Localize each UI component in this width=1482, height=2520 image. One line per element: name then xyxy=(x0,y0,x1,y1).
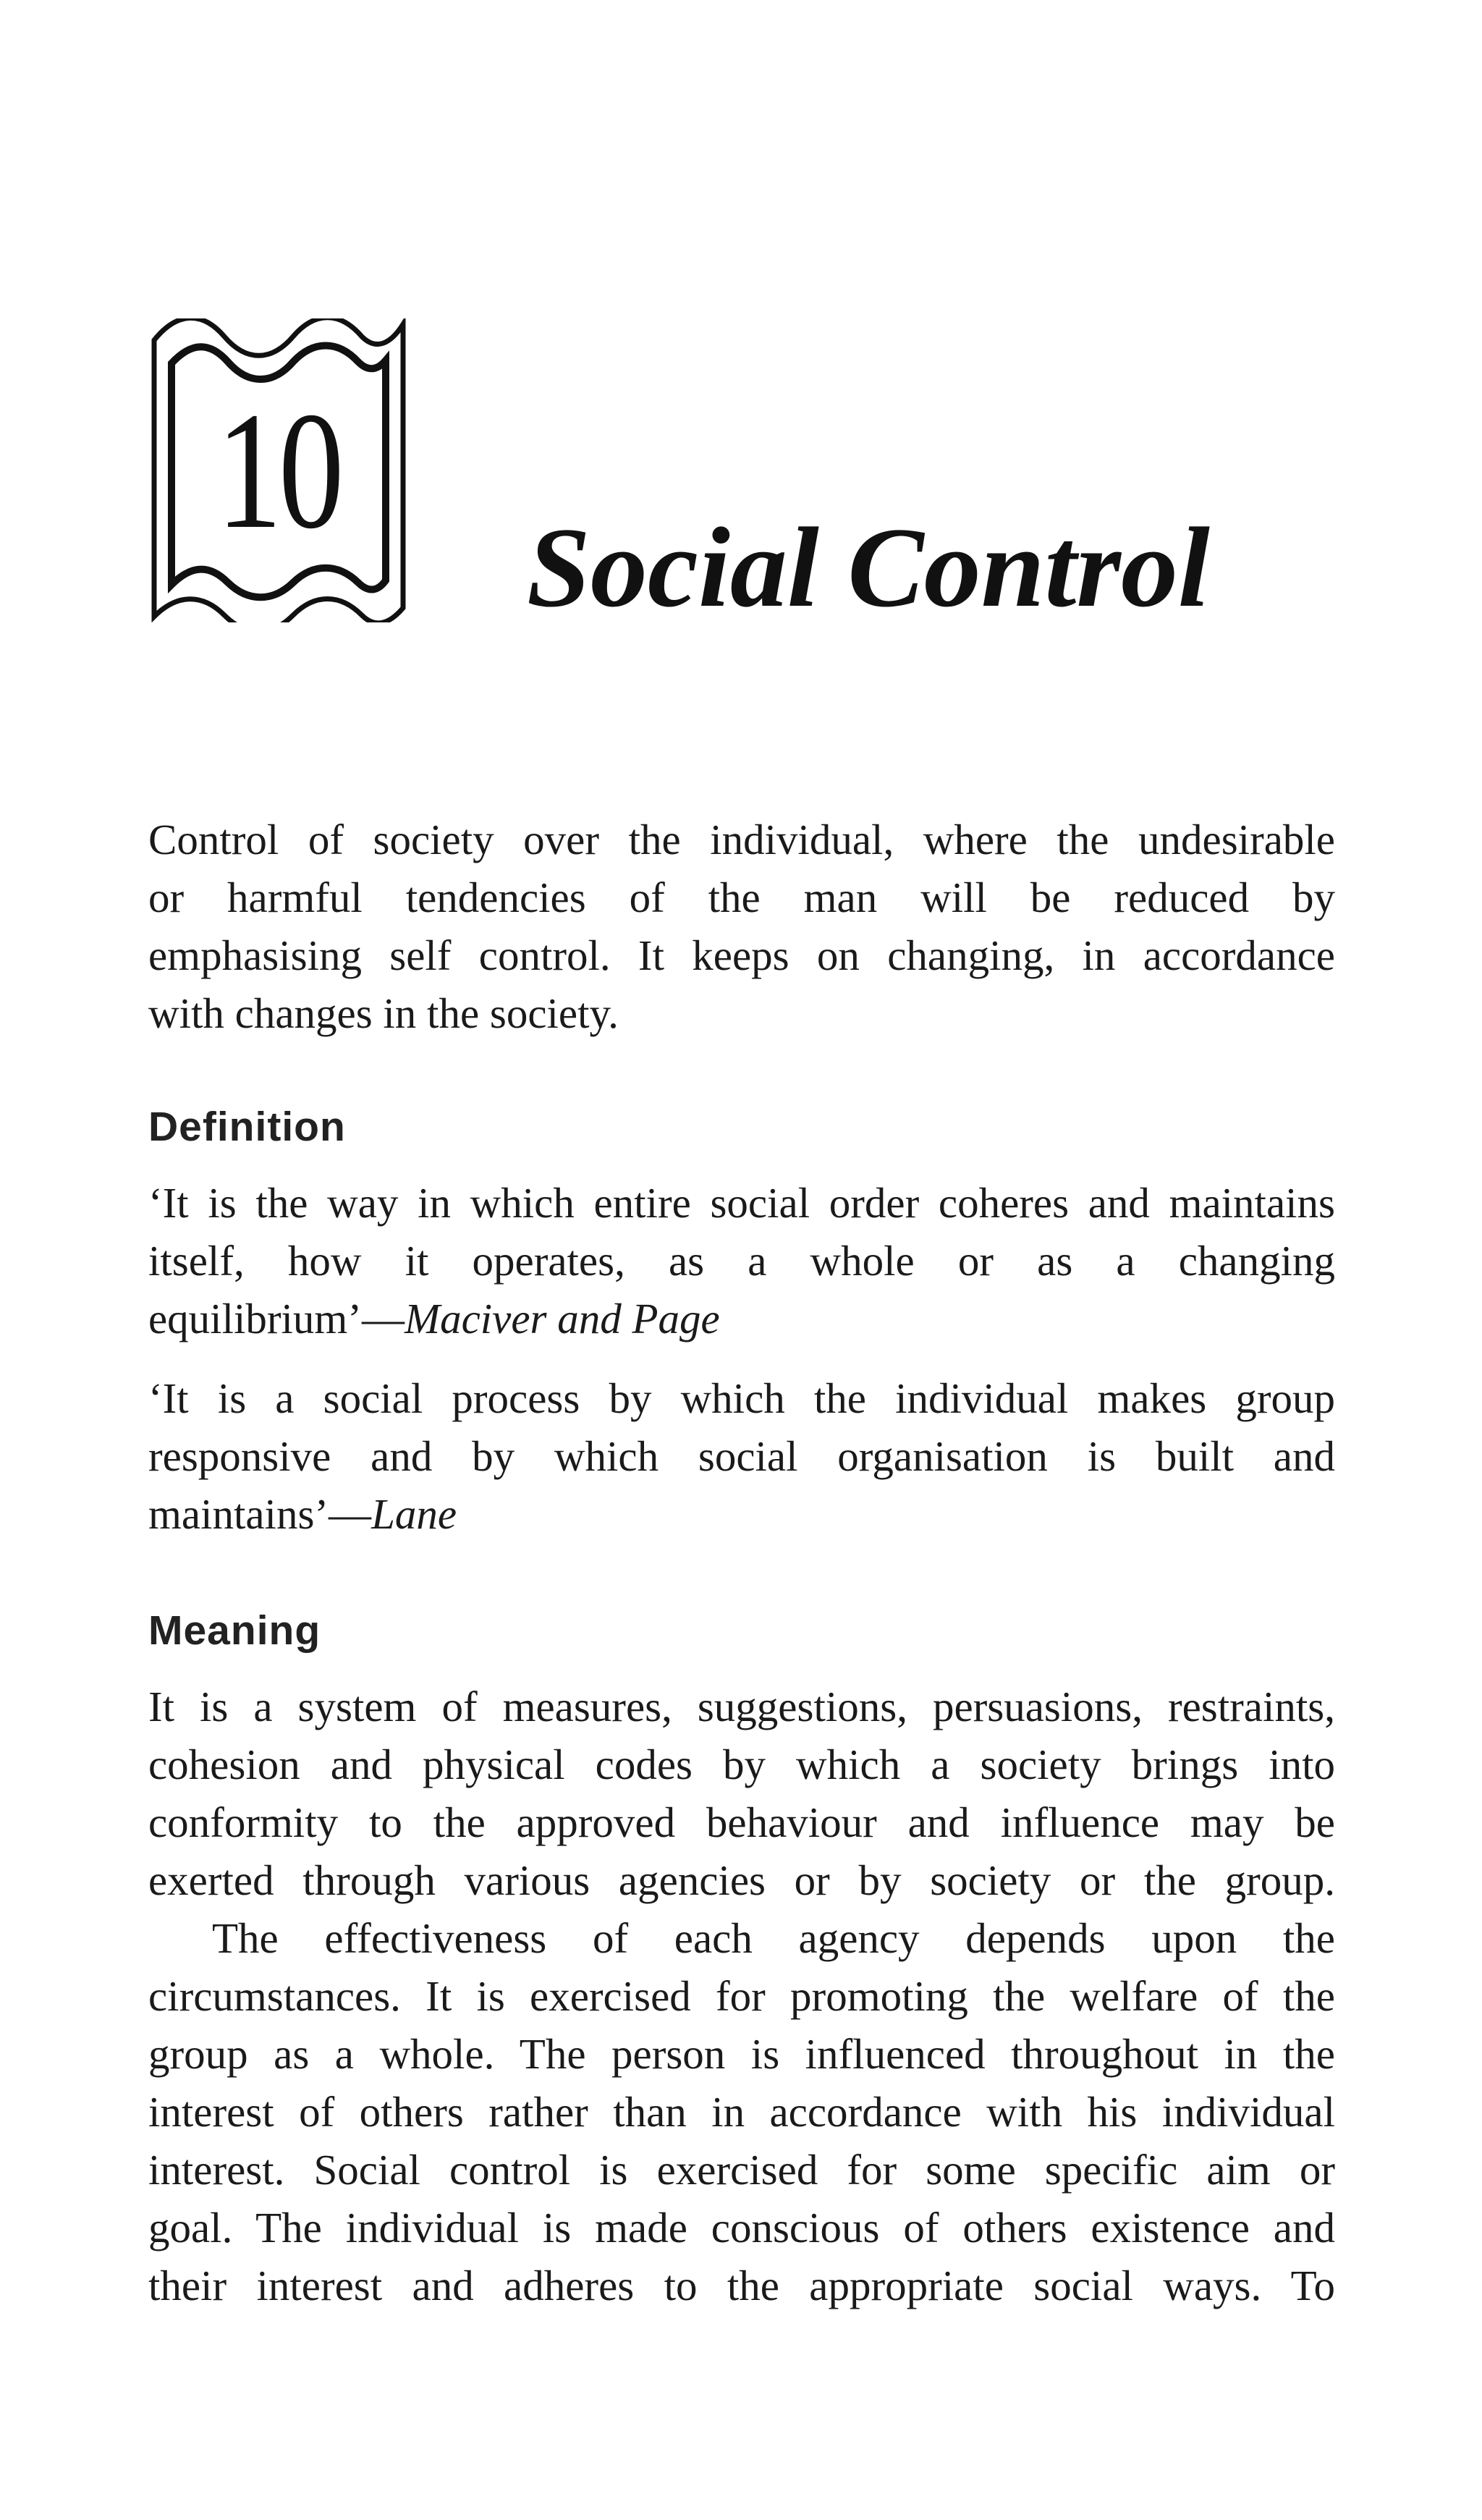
paragraph-line: their interest and adheres to the appropriate social ways. To xyxy=(148,2262,1335,2309)
quote-line: responsive and by which social organisation is built and xyxy=(148,1432,1335,1480)
meaning-paragraph xyxy=(148,1909,1335,2314)
quote-citation: Lane xyxy=(371,1490,457,1538)
paragraph-line: group as a whole. The person is influenced throughout in the xyxy=(148,2030,1335,2078)
quote-text: maintains’— xyxy=(148,1490,372,1538)
meaning-heading: Meaning xyxy=(148,1607,321,1654)
quote-line: ‘It is the way in which entire social order coheres and maintains xyxy=(148,1179,1335,1227)
quote-line-last xyxy=(148,1485,1335,1543)
intro-paragraph xyxy=(148,811,1335,1042)
definition-quote xyxy=(148,1369,1335,1543)
paragraph-line: interest of others rather than in accordance with his individual xyxy=(148,2088,1335,2136)
paragraph-line: circumstances. It is exercised for promoting the welfare of the xyxy=(148,1972,1335,2020)
paragraph-line: conformity to the approved behaviour and influence may be xyxy=(148,1798,1335,1846)
paragraph-line: The effectiveness of each agency depends upon the xyxy=(212,1914,1335,1962)
definition-heading: Definition xyxy=(148,1104,346,1150)
chapter-number: 10 xyxy=(216,378,341,564)
quote-text: equilibrium’— xyxy=(148,1295,405,1343)
meaning-paragraph xyxy=(148,1678,1335,1909)
paragraph-line: cohesion and physical codes by which a society brings into xyxy=(148,1741,1335,1788)
paragraph-line: exerted through various agencies or by society or the group. xyxy=(148,1856,1335,1904)
quote-line-last xyxy=(148,1290,1335,1348)
intro-line: emphasising self control. It keeps on changing, in accordance xyxy=(148,931,1335,979)
paragraph-line: interest. Social control is exercised for some specific aim or xyxy=(148,2146,1335,2194)
chapter-number-badge xyxy=(148,318,409,622)
intro-line: or harmful tendencies of the man will be reduced by xyxy=(148,874,1335,921)
quote-line: ‘It is a social process by which the individual makes group xyxy=(148,1374,1335,1422)
chapter-title: Social Control xyxy=(527,504,1210,631)
quote-line: itself, how it operates, as a whole or as a changing xyxy=(148,1237,1335,1285)
paragraph-line: goal. The individual is made conscious of others existence and xyxy=(148,2204,1335,2251)
definition-quote xyxy=(148,1174,1335,1348)
intro-line: with changes in the society. xyxy=(148,989,619,1037)
intro-line: Control of society over the individual, where the undesirable xyxy=(148,816,1335,863)
paragraph-line: It is a system of measures, suggestions, persuasions, restraints, xyxy=(148,1683,1335,1730)
quote-citation: Maciver and Page xyxy=(404,1295,720,1343)
